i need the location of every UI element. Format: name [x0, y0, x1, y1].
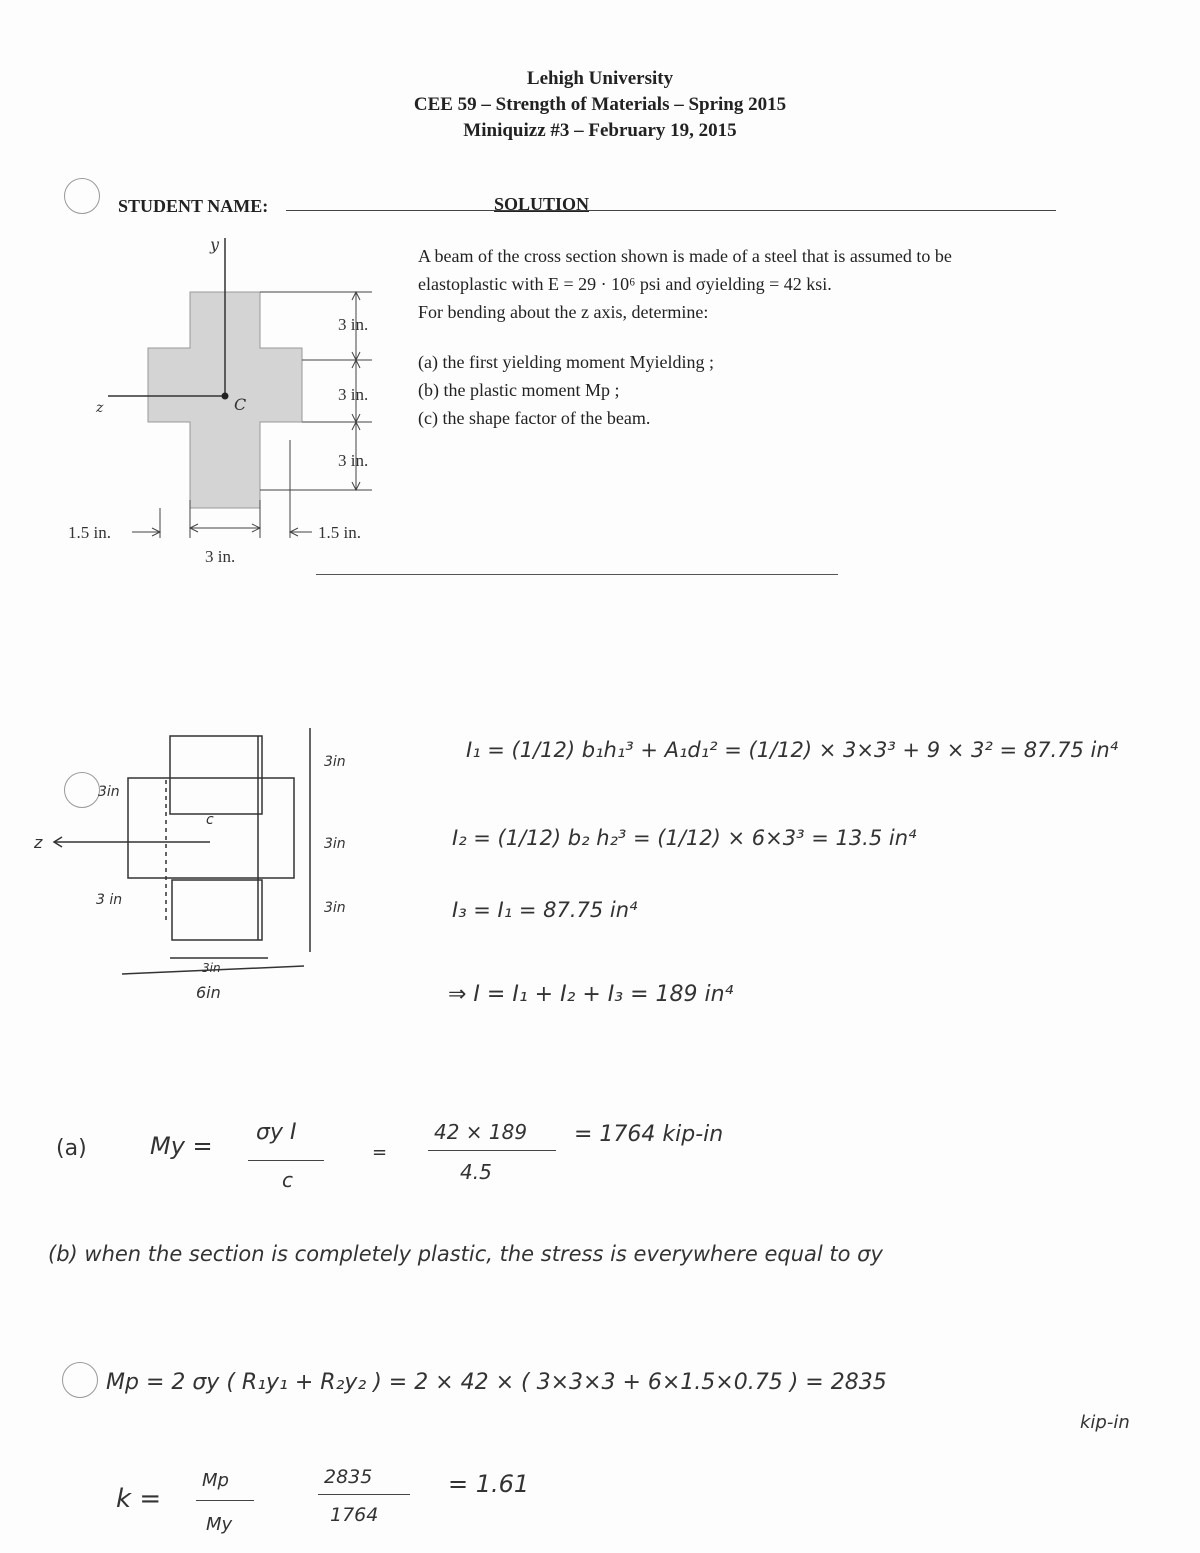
centroid-dot [222, 393, 229, 400]
figure-bottom-rule [316, 574, 838, 575]
sketch-z-label: z [34, 833, 43, 852]
dim-mid-label: 3 in. [338, 385, 369, 404]
dim-left-label: 1.5 in. [68, 523, 111, 542]
figure-z-label: z [96, 400, 104, 416]
sketch-c-label: c [206, 812, 214, 828]
part-a-result: = 1764 kip-in [574, 1122, 724, 1147]
part-a-denominator-2: 4.5 [460, 1160, 492, 1184]
sketch-dim-3: 3in [324, 900, 346, 916]
k-lhs: k = [116, 1484, 162, 1514]
student-name-value: SOLUTION [494, 194, 590, 214]
k-fraction-bar [196, 1500, 254, 1501]
part-a-fraction-bar [248, 1160, 324, 1161]
quiz-title: Miniquizz #3 – February 19, 2015 [463, 120, 737, 141]
eq-i1: I₁ = (1/12) b₁h₁³ + A₁d₁² = (1/12) × 3×3³ + 9 × 3² = 87.75 in⁴ [466, 738, 1119, 762]
sketch-bottom-inner: 3in [202, 961, 221, 975]
mp-unit: kip-in [1080, 1412, 1130, 1433]
eq-i3: I₃ = I₁ = 87.75 in⁴ [452, 898, 638, 922]
problem-line-1: A beam of the cross section shown is made of a steel that is assumed to be [418, 246, 952, 266]
sketch-top-rect [170, 736, 262, 814]
sketch-middle-rect [128, 778, 294, 878]
student-name-underline [286, 210, 1056, 211]
part-b-text: (b) when the section is completely plastic, the stress is everywhere equal to σy [48, 1242, 883, 1266]
dim-top-label: 3 in. [338, 315, 369, 334]
dim-bot-label: 3 in. [338, 451, 369, 470]
dim-center-label: 3 in. [205, 547, 236, 566]
course-title: CEE 59 – Strength of Materials – Spring 2015 [413, 94, 787, 115]
part-a-numerator-2: 42 × 189 [434, 1120, 528, 1144]
hand-sketch [30, 720, 400, 1010]
sketch-left-bot: 3 in [96, 892, 123, 908]
part-a-label: (a) [56, 1136, 87, 1161]
student-name-label: STUDENT NAME: [118, 196, 269, 216]
k-fraction-bar-2 [318, 1494, 410, 1495]
k-denominator-2: 1764 [330, 1504, 379, 1526]
sketch-left-top: 3in [98, 784, 120, 800]
sketch-bottom-rect [172, 880, 262, 940]
problem-line-3: For bending about the z axis, determine: [418, 302, 709, 322]
k-numerator: Mp [202, 1470, 229, 1491]
part-a-equals: = [372, 1142, 388, 1163]
sketch-dim-1: 3in [324, 754, 346, 770]
binder-hole-bottom [62, 1362, 98, 1398]
problem-line-2: elastoplastic with E = 29 · 10⁶ psi and σyielding = 42 ksi. [418, 274, 832, 294]
binder-hole-top [64, 178, 100, 214]
figure-y-label: y [210, 235, 220, 254]
part-a-numerator: σy I [256, 1120, 297, 1145]
cross-section-figure [60, 230, 400, 575]
figure-c-label: C [234, 395, 247, 414]
part-a-lhs: My = [150, 1132, 213, 1160]
problem-item-c: (c) the shape factor of the beam. [418, 408, 651, 428]
part-a-denominator: c [282, 1168, 293, 1192]
k-denominator: My [206, 1514, 233, 1535]
sketch-dim-2: 3in [324, 836, 346, 852]
problem-item-a: (a) the first yielding moment Myielding ; [418, 352, 714, 372]
eq-i2: I₂ = (1/12) b₂ h₂³ = (1/12) × 6×3³ = 13.5 in⁴ [452, 826, 917, 850]
part-a-fraction-bar-2 [428, 1150, 556, 1151]
k-numerator-2: 2835 [324, 1466, 373, 1488]
k-result: = 1.61 [448, 1470, 530, 1498]
mp-equation: Mp = 2 σy ( R₁y₁ + R₂y₂ ) = 2 × 42 × ( 3×3×3 + 6×1.5×0.75 ) = 2835 [106, 1370, 887, 1395]
university-title: Lehigh University [526, 68, 674, 89]
problem-item-b: (b) the plastic moment Mp ; [418, 380, 620, 400]
dim-right-label: 1.5 in. [318, 523, 361, 542]
eq-itotal: ⇒ I = I₁ + I₂ + I₃ = 189 in⁴ [448, 982, 734, 1007]
sketch-bottom-outer: 6in [196, 983, 221, 1002]
